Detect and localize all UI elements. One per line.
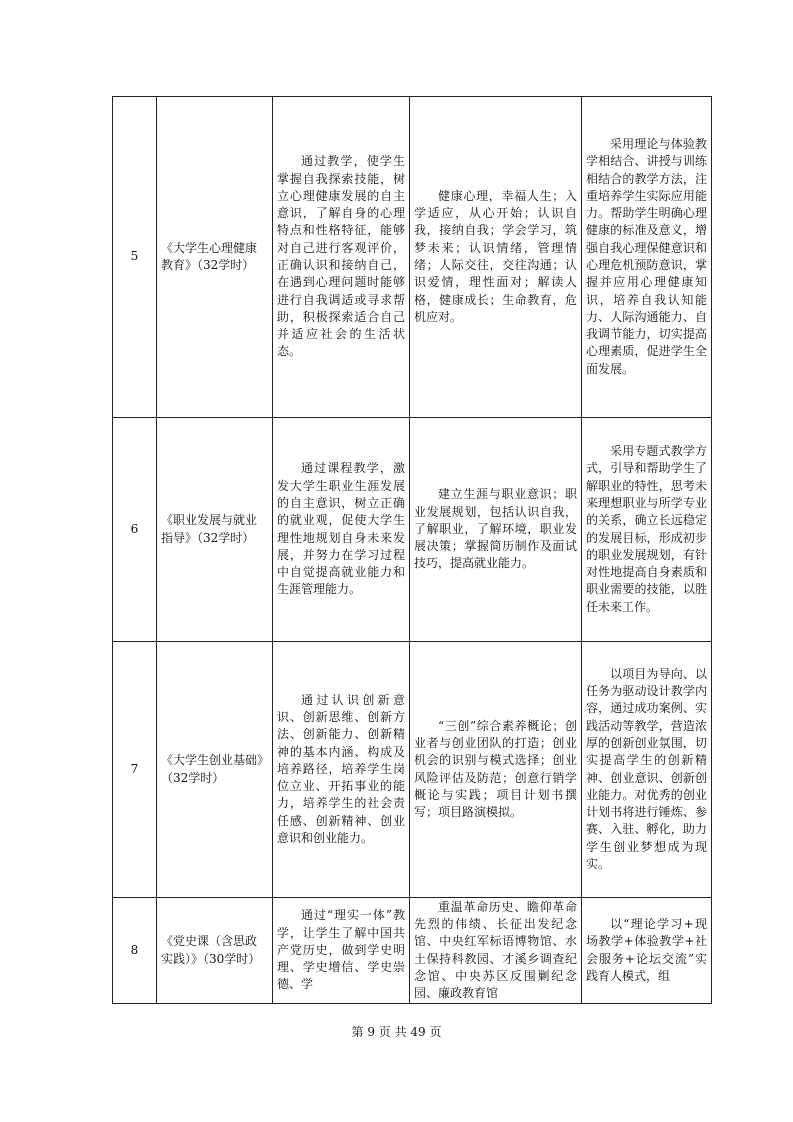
row-number: 5	[113, 97, 157, 418]
course-content: 健康心理，幸福人生；入学适应，从心开始；认识自我，接纳自我；学会学习，筑梦未来；认识情绪，管理情绪；人际交往，交往沟通；认识爱情，理性面对；解读人格，健康成长；生命教育，危机应对。	[410, 97, 582, 418]
teaching-method: 以“理论学习+现场教学+体验教学+社会服务+论坛交流”实践育人模式，组	[582, 898, 712, 1004]
page-number-footer: 第 9 页 共 49 页	[351, 1025, 442, 1039]
row-number: 7	[113, 642, 157, 898]
course-content: 建立生涯与职业意识；职业发展规划，包括认识自我，了解职业，了解环境，职业发展决策；掌握简历制作及面试技巧，提高就业能力。	[410, 418, 582, 642]
course-table	[112, 96, 712, 1004]
table-row	[113, 898, 712, 1004]
teaching-method: 采用专题式教学方式，引导和帮助学生了解职业的特性，思考未来理想职业与所学专业的关系，确立长远稳定的发展目标，形成初步的职业发展规划，有针对性地提高自身素质和职业需要的技能，以胜任未来工作。	[582, 418, 712, 642]
course-objective: 通过课程教学，激发大学生职业生涯发展的自主意识，树立正确的就业观，促使大学生理性地规划自身未来发展，并努力在学习过程中自觉提高就业能力和生涯管理能力。	[273, 418, 410, 642]
course-objective: 通过教学，使学生掌握自我探索技能，树立心理健康发展的自主意识，了解自身的心理特点和性格特征，能够对自己进行客观评价，正确认识和接纳自己，在遇到心理问题时能够进行自我调适或寻求帮助，积极探索适合自己并适应社会的生活状态。	[273, 97, 410, 418]
course-objective: 通过“理实一体”教学，让学生了解中国共产党历史，做到学史明理、学史增信、学史崇德、学	[273, 898, 410, 1004]
course-objective: 通过认识创新意识、创新思维、创新方法、创新能力、创新精神的基本内涵、构成及培养路径，培养学生岗位立业、开拓事业的能力，培养学生的社会责任感、创新精神、创业意识和创业能力。	[273, 642, 410, 898]
course-content: 重温革命历史、瞻仰革命先烈的伟绩、长征出发纪念馆、中央红军标语博物馆、水土保持科教园、才溪乡调查纪念馆、中央苏区反围剿纪念园、廉政教育馆	[410, 898, 582, 1004]
course-name: 《大学生创业基础》（32学时）	[157, 642, 273, 898]
teaching-method: 采用理论与体验教学相结合、讲授与训练相结合的教学方法，注重培养学生实际应用能力。帮助学生明确心理健康的标准及意义，增强自我心理保健意识和心理危机预防意识，掌握并应用心理健康知识，培养自我认知能力、人际沟通能力、自我调节能力，切实提高心理素质，促进学生全面发展。	[582, 97, 712, 418]
course-name: 《大学生心理健康教育》（32学时）	[157, 97, 273, 418]
row-number: 8	[113, 898, 157, 1004]
table-row	[113, 97, 712, 418]
table-row	[113, 418, 712, 642]
course-content: “三创”综合素养概论；创业者与创业团队的打造；创业机会的识别与模式选择；创业风险评估及防范；创意行销学概论与实践；项目计划书撰写；项目路演模拟。	[410, 642, 582, 898]
course-name: 《职业发展与就业指导》（32学时）	[157, 418, 273, 642]
course-name: 《党史课（含思政实践）》（30学时）	[157, 898, 273, 1004]
row-number: 6	[113, 418, 157, 642]
table-row	[113, 642, 712, 898]
teaching-method: 以项目为导向、以任务为驱动设计教学内容，通过成功案例、实践活动等教学，营造浓厚的创新创业氛围，切实提高学生的创新精神、创业意识、创新创业能力。对优秀的创业计划书将进行锤炼、参赛、入驻、孵化，助力学生创业梦想成为现实。	[582, 642, 712, 898]
